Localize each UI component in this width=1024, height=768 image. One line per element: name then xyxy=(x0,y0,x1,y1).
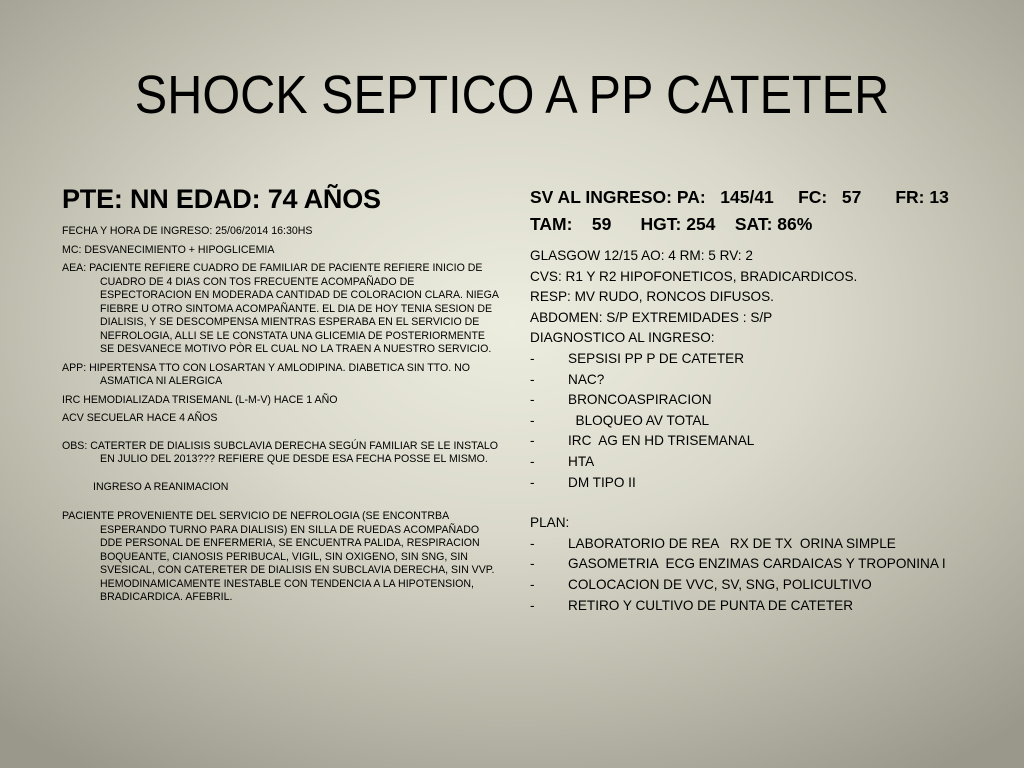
slide-title: SHOCK SEPTICO A PP CATETER xyxy=(134,65,890,125)
list-item: - HTA xyxy=(530,453,595,469)
list-item: - NAC? xyxy=(530,371,605,387)
patient-heading: PTE: NN EDAD: 74 AÑOS xyxy=(62,184,381,214)
list-item: - BRONCOASPIRACION xyxy=(530,392,712,408)
resuscitation-heading: INGRESO A REANIMACION xyxy=(93,480,229,493)
cardio-line: CVS: R1 Y R2 HIPOFONETICOS, BRADICARDICOS. xyxy=(530,268,858,284)
plan-label: PLAN: xyxy=(530,515,570,531)
observations: OBS: CATERTER DE DIALISIS SUBCLAVIA DERECHA SEGÚN FAMILIAR SE LE INSTALO EN JULIO DEL 2013??? REFIERE QUE DESDE ESA FECHA POSSE EL MISMO. xyxy=(62,439,499,465)
diagnosis-label: DIAGNOSTICO AL INGRESO: xyxy=(530,330,715,346)
list-item: - GASOMETRIA ECG ENZIMAS CARDAICAS Y TROPONINA I xyxy=(530,556,946,572)
list-item: - COLOCACION DE VVC, SV, SNG, POLICULTIVO xyxy=(530,576,872,592)
glasgow-line: GLASGOW 12/15 AO: 4 RM: 5 RV: 2 xyxy=(530,248,753,263)
list-item: - SEPSISI PP P DE CATETER xyxy=(530,350,745,366)
list-item: - IRC AG EN HD TRISEMANAL xyxy=(530,433,755,449)
diagnosis-list xyxy=(530,349,970,493)
renal-history: IRC HEMODIALIZADA TRISEMANL (L-M-V) HACE 1 AÑO xyxy=(62,393,338,406)
list-item: - DM TIPO II xyxy=(530,474,636,490)
left-column xyxy=(62,180,502,610)
list-item: - RETIRO Y CULTIVO DE PUNTA DE CATETER xyxy=(530,597,854,613)
list-item: - LABORATORIO DE REA RX DE TX ORINA SIMPLE xyxy=(530,535,896,551)
vital-signs-heading: SV AL INGRESO: PA: 145/41 FC: 57 FR: 13 TAM: 59 HGT: 254 SAT: 86% xyxy=(530,187,983,234)
resp-line: RESP: MV RUDO, RONCOS DIFUSOS. xyxy=(530,289,774,305)
chief-complaint: MC: DESVANECIMIENTO + HIPOGLICEMIA xyxy=(62,243,275,256)
stroke-history: ACV SECUELAR HACE 4 AÑOS xyxy=(62,412,218,424)
right-column xyxy=(530,180,983,616)
plan-list xyxy=(530,534,970,616)
current-illness: AEA: PACIENTE REFIERE CUADRO DE FAMILIAR DE PACIENTE REFIERE INICIO DE CUADRO DE 4 DIAS CON TOS FRECUENTE ACOMPAÑADO DE ESPECTORACION EN MODERADA CANTIDAD DE COLORACION CLARA. NIEGA FIEBRE U OTRO SINTOMA ACOMPAÑANTE. EL DIA DE HOY TENIA SESION DE DIALISIS, Y SE DESCOMPENSA MIENTRAS ESPERABA EN EL SERVICIO DE NEFROLOGIA, ALLI SE LE CONSTATA UNA GLICEMIA DE POSTERIORMENTE SE DESVANECE MOTIVO PÒR EL CUAL NO LA TRAEN A NUESTRO SERVICIO. xyxy=(62,262,499,355)
list-item: - BLOQUEO AV TOTAL xyxy=(530,412,710,428)
admission-date: FECHA Y HORA DE INGRESO: 25/06/2014 16:30HS xyxy=(62,225,313,237)
abdomen-line: ABDOMEN: S/P EXTREMIDADES : S/P xyxy=(530,309,773,325)
past-history: APP: HIPERTENSA TTO CON LOSARTAN Y AMLODIPINA. DIABETICA SIN TTO. NO ASMATICA NI ALERGICA xyxy=(62,361,470,387)
patient-presentation: PACIENTE PROVENIENTE DEL SERVICIO DE NEFROLOGIA (SE ENCONTRBA ESPERANDO TURNO PARA DIALISIS) EN SILLA DE RUEDAS ACOMPAÑADO DDE PERSONAL DE ENFERMERIA, SE ENCUENTRA PALIDA, RESPIRACION BOQUEANTE, CIANOSIS PERIBUCAL, VIGIL, SIN OXIGENO, SIN SNG, SIN SVESICAL, CON CATERETER DE DIALISIS EN SUBCLAVIA DERECHA, SIN VVP. HEMODINAMICAMENTE INESTABLE CON TENDENCIA A LA HIPOTENSION, BRADICARDICA. AFEBRIL. xyxy=(62,510,495,603)
